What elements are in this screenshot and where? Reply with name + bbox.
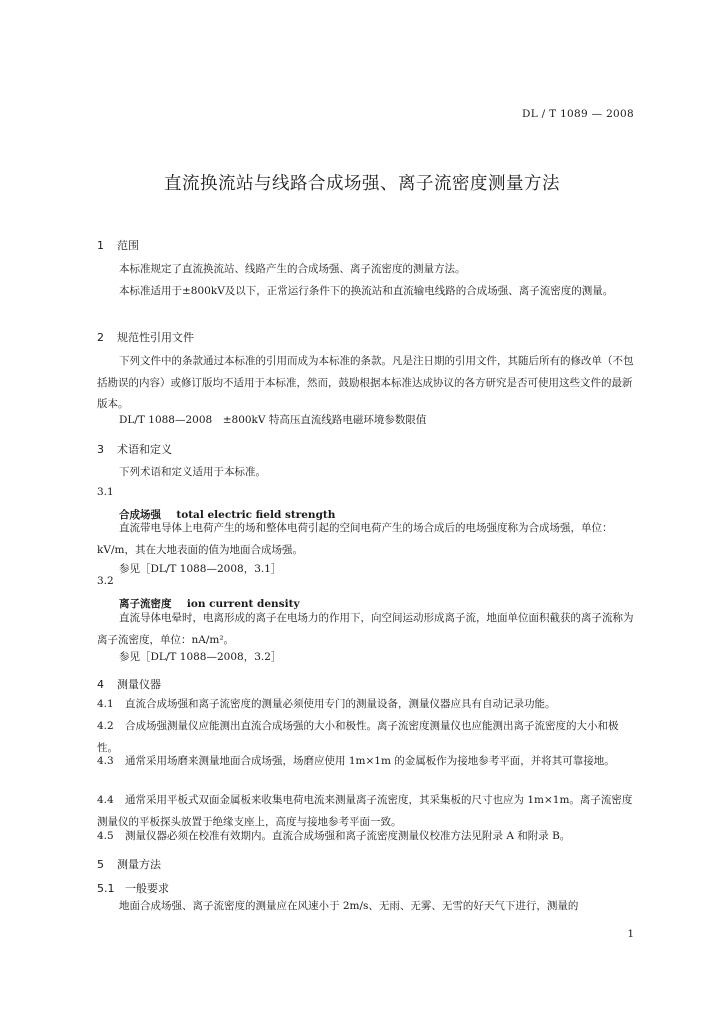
term-en: total electric field strength <box>176 509 336 521</box>
section-title: 术语和定义 <box>117 443 172 456</box>
section-title: 规范性引用文件 <box>117 331 194 344</box>
section-3-heading <box>97 441 172 457</box>
section-number: 1 <box>97 239 104 252</box>
subsection-number: 5.1 <box>97 882 115 895</box>
page-number: 1 <box>627 928 634 940</box>
document-title: 直流换流站与线路合成场强、离子流密度测量方法 <box>164 174 560 194</box>
term-number: 3.2 <box>97 575 114 587</box>
clause-number: 4.3 <box>97 755 114 767</box>
clause-4-5 <box>97 826 637 848</box>
clause-4-1 <box>97 694 637 716</box>
section-number: 4 <box>97 678 104 691</box>
clause-text: 通常采用场磨来测量地面合成场强，场磨应使用 1m×1m 的金属板作为接地参考平面，并将其可靠接地。 <box>125 755 615 767</box>
subsection-title: 一般要求 <box>125 882 169 895</box>
term-en: ion current density <box>186 598 300 610</box>
normative-reference: DL/T 1088—2008 ±800kV 特高压直流线路电磁环境参数限值 <box>119 414 427 426</box>
term-cn: 合成场强 <box>119 509 161 521</box>
clause-text: 直流合成场强和离子流密度的测量必须使用专门的测量设备，测量仪器应具有自动记录功能。 <box>125 698 556 710</box>
term-reference: 参见［DL/T 1088—2008，3.2］ <box>119 651 282 663</box>
paragraph: 下列术语和定义适用于本标准。 <box>119 466 266 478</box>
clause-number: 4.1 <box>97 698 114 710</box>
term-definition: 直流带电导体上电荷产生的场和整体电荷引起的空间电荷产生的场合成后的电场强度称为合成场强，单位：kV/m，其在大地表面的值为地面合成场强。 <box>97 522 613 556</box>
section-title: 测量方法 <box>117 858 161 871</box>
clause-4-3 <box>97 751 637 773</box>
section-number: 2 <box>97 331 104 344</box>
section-4-heading <box>97 676 161 692</box>
clause-text: 合成场强测量仪应能测出直流合成场强的大小和极性。离子流密度测量仪也应能测出离子流密度的大小和极性。 <box>97 720 619 754</box>
section-1-heading <box>97 237 139 253</box>
paragraph: 地面合成场强、离子流密度的测量应在风速小于 2m/s、无雨、无雾、无雪的好天气下进行，测量的 <box>119 900 579 912</box>
section-number: 5 <box>97 858 104 871</box>
section-2-heading <box>97 329 194 345</box>
standard-number: DL / T 1089 — 2008 <box>522 108 634 120</box>
paragraph: 本标准适用于±800kV及以下，正常运行条件下的换流站和直流输电线路的合成场强、离子流密度的测量。 <box>119 285 614 297</box>
clause-number: 4.2 <box>97 720 114 732</box>
term-cn: 离子流密度 <box>119 598 172 610</box>
term-reference: 参见［DL/T 1088—2008，3.1］ <box>119 563 282 575</box>
section-title: 范围 <box>117 239 139 252</box>
section-5-heading <box>97 856 161 872</box>
term-number: 3.1 <box>97 486 114 498</box>
paragraph: 本标准规定了直流换流站、线路产生的合成场强、离子流密度的测量方法。 <box>119 263 466 275</box>
clause-text: 测量仪器必须在校准有效期内。直流合成场强和离子流密度测量仪校准方法见附录 A 和附录 B。 <box>125 830 571 842</box>
section-number: 3 <box>97 443 104 456</box>
paragraph: 下列文件中的条款通过本标准的引用而成为本标准的条款。凡是注日期的引用文件，其随后所有的修改单（不包括勘误的内容）或修订版均不适用于本标准，然而，鼓励根据本标准达成协议的各方研究是否可使用这些文件的最新版本。 <box>97 355 634 411</box>
subsection-5-1-heading <box>97 880 169 896</box>
clause-number: 4.5 <box>97 830 114 842</box>
term-definition: 直流导体电晕时，电离形成的离子在电场力的作用下，向空间运动形成离子流，地面单位面积截获的离子流称为离子流密度，单位：nA/m²。 <box>97 612 634 646</box>
clause-text: 通常采用平板式双面金属板来收集电荷电流来测量离子流密度，其采集板的尺寸也应为 1m×1m。离子流密度测量仪的平板探头放置于绝缘支座上，高度与接地参考平面一致。 <box>97 794 633 828</box>
clause-number: 4.4 <box>97 794 114 806</box>
section-title: 测量仪器 <box>117 678 161 691</box>
